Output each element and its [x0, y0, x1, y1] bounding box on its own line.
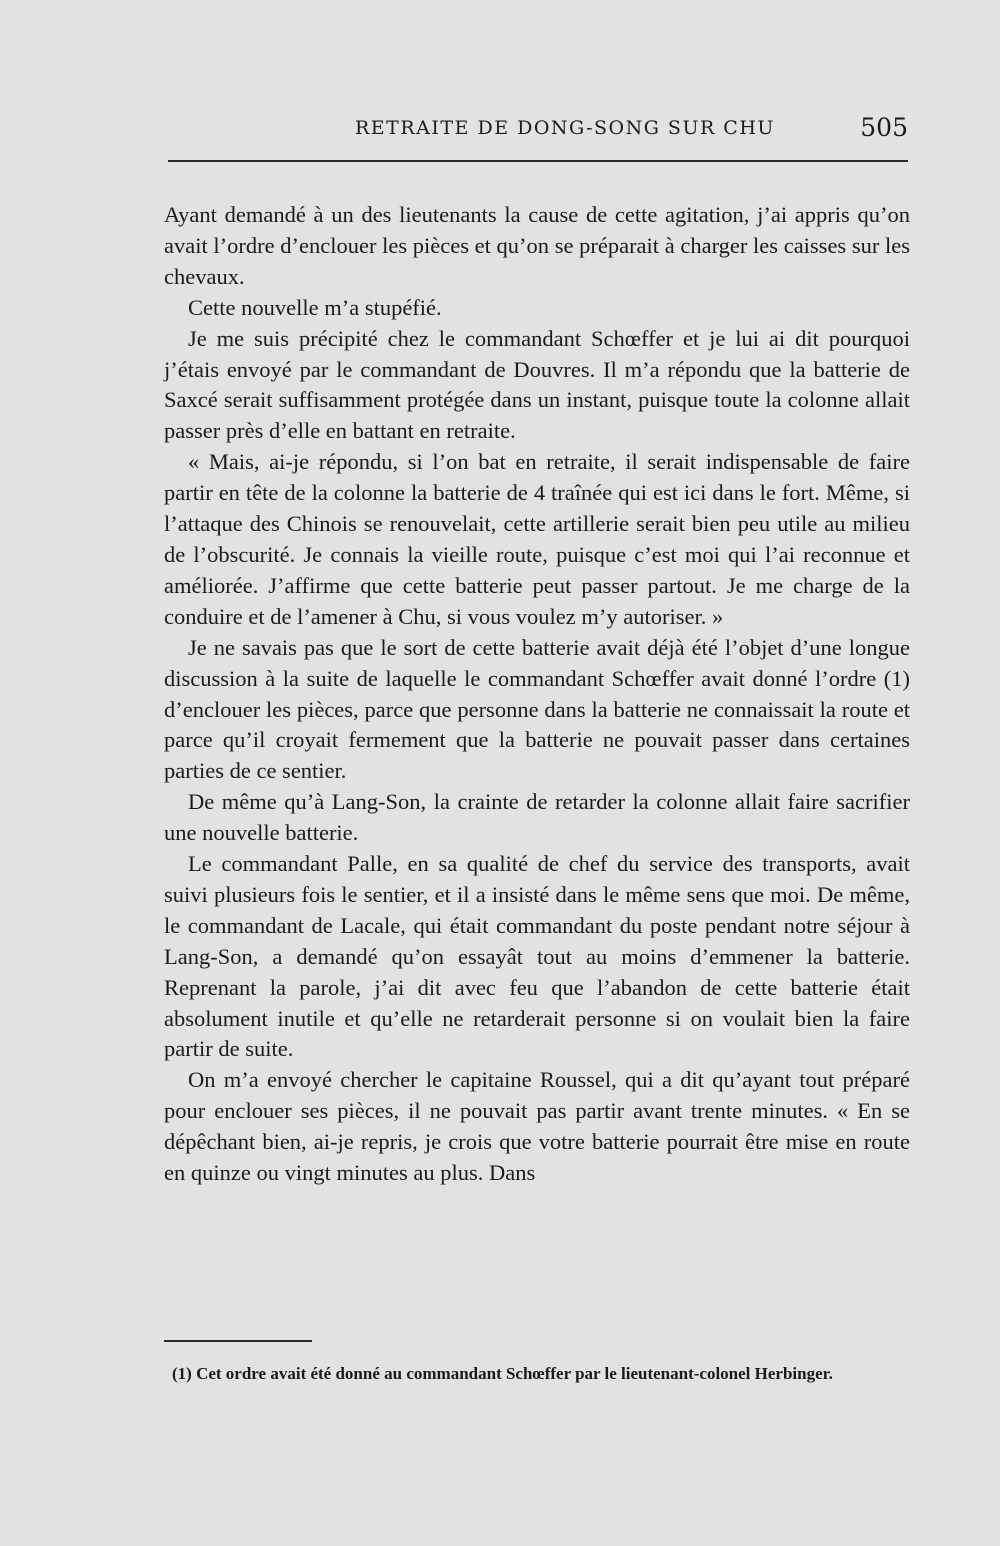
footnote-text: (1) Cet ordre avait été donné au commandant Schœffer par le lieutenant-colonel Herbinger. — [172, 1364, 833, 1383]
body-text — [164, 200, 910, 1189]
paragraph: « Mais, ai-je répondu, si l’on bat en retraite, il serait indispensable de faire partir en tête de la colonne la batterie de 4 traînée qui est ici dans le fort. Même, si l’attaque des Chinois se renouvelait, cette artillerie serait bien peu utile au milieu de l’obscurité. Je connais la vieille route, puisque c’est moi qui l’ai reconnue et améliorée. J’affirme que cette batterie peut passer partout. Je me charge de la conduire et de l’amener à Chu, si vous voulez m’y autoriser. » — [164, 449, 910, 629]
paragraph: Ayant demandé à un des lieutenants la cause de cette agitation, j’ai appris qu’on avait l’ordre d’enclouer les pièces et qu’on se préparait à charger les caisses sur les chevaux. — [164, 202, 910, 289]
running-title: RETRAITE DE DONG-SONG SUR CHU — [355, 117, 775, 139]
paragraph: De même qu’à Lang-Son, la crainte de retarder la colonne allait faire sacrifier une nouvelle batterie. — [164, 789, 910, 846]
page-number: 505 — [860, 113, 908, 142]
header-rule — [168, 160, 908, 162]
footnote — [164, 1362, 910, 1385]
page-header — [166, 113, 908, 153]
footnote-rule — [164, 1340, 312, 1342]
paragraph: Cette nouvelle m’a stupéfié. — [188, 294, 442, 320]
paragraph: Je me suis précipité chez le commandant Schœffer et je lui ai dit pourquoi j’étais envoyé par le commandant de Douvres. Il m’a répondu que la batterie de Saxcé serait suffisamment protégée dans un instant, puisque toute la colonne allait passer près d’elle en battant en retraite. — [164, 325, 910, 444]
paragraph: Je ne savais pas que le sort de cette batterie avait déjà été l’objet d’une longue discussion à la suite de laquelle le commandant Schœffer avait donné l’ordre (1) d’enclouer les pièces, parce que personne dans la batterie ne connaissait la route et parce qu’il croyait fermement que la batterie ne pouvait passer dans certaines parties de ce sentier. — [164, 634, 910, 784]
paragraph: Le commandant Palle, en sa qualité de chef du service des transports, avait suivi plusieurs fois le sentier, et il a insisté dans le même sens que moi. De même, le commandant de Lacale, qui était commandant du poste pendant notre séjour à Lang-Son, a demandé qu’on essayât tout au moins d’emmener la batterie. Reprenant la parole, j’ai dit avec feu que l’abandon de cette batterie était absolument inutile et qu’elle ne retarderait personne si on voulait bien la faire partir de suite. — [164, 851, 910, 1062]
paragraph: On m’a envoyé chercher le capitaine Roussel, qui a dit qu’ayant tout préparé pour enclouer ses pièces, il ne pouvait pas partir avant trente minutes. « En se dépêchant bien, ai-je repris, je crois que votre batterie pourrait être mise en route en quinze ou vingt minutes au plus. Dans — [164, 1067, 910, 1186]
